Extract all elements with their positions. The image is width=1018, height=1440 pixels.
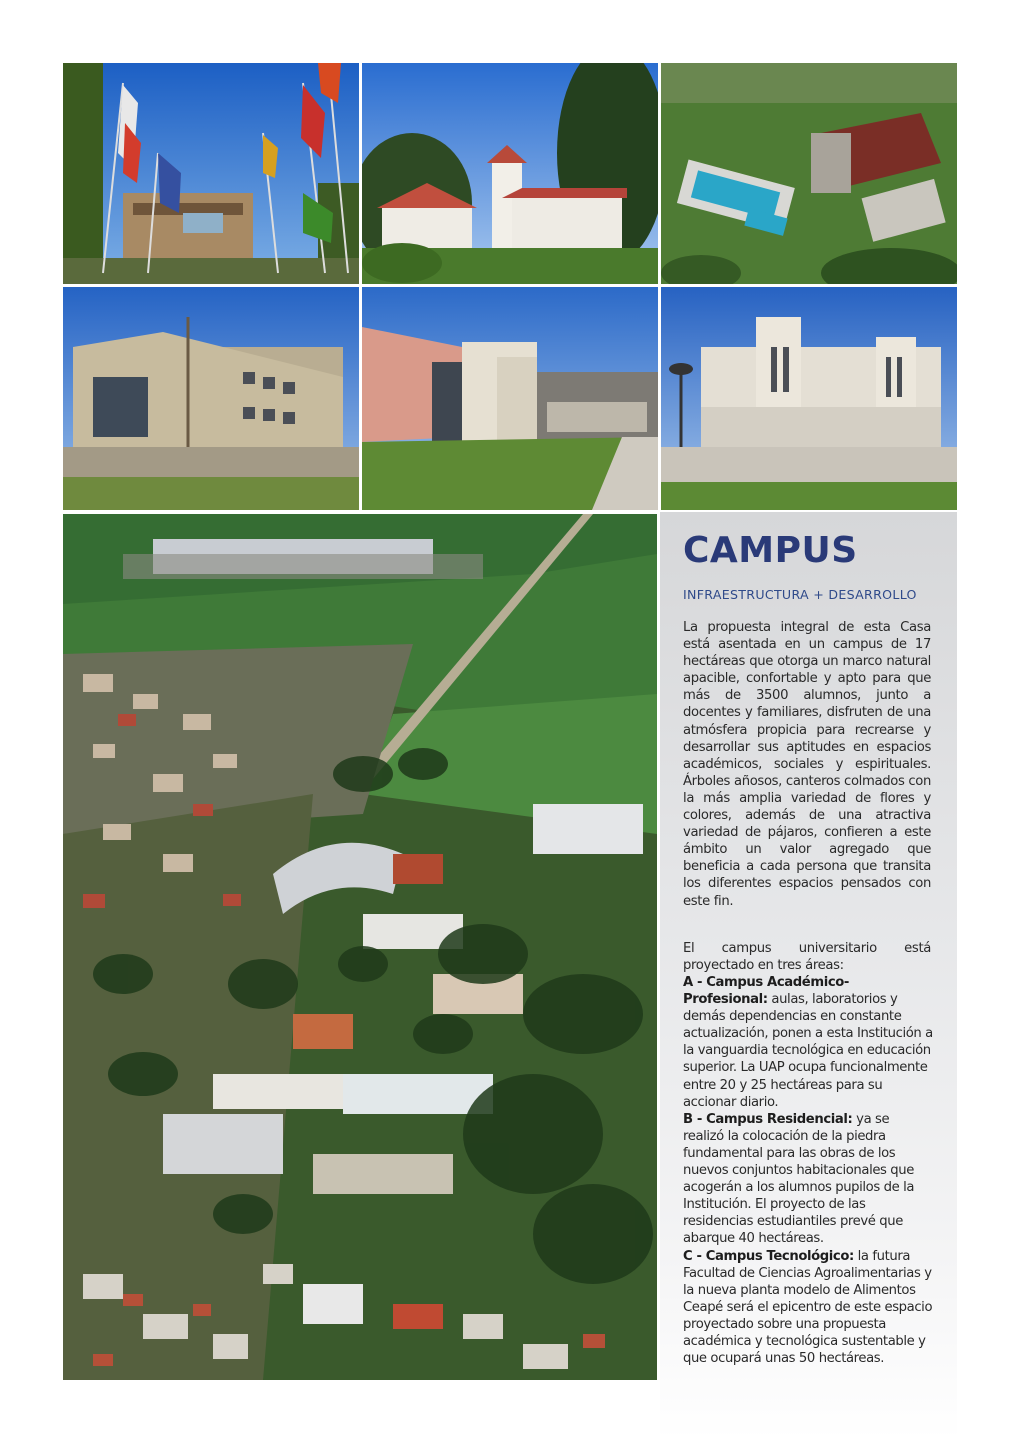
area-residential — [683, 1111, 933, 1248]
page-title: CAMPUS — [683, 530, 858, 571]
photo-stone-building — [63, 287, 359, 510]
photo-aerial-pool — [661, 63, 957, 284]
photo-aerial-campus — [63, 514, 657, 1380]
area-residential-text: ya se realizó la colocación de la piedra fundamental para las obras de los nuevos conjuntos habitacionales que acogerán a los alumnos pupilos de la Institución. El proyecto de las residencias estudiantiles prevé que abarque 40 hectáreas. — [683, 1111, 915, 1247]
area-academic — [683, 974, 933, 1111]
areas-list — [683, 974, 933, 1367]
area-academic-text: aulas, laboratorios y demás dependencias en constante actualización, ponen a esta Institución a la vanguardia tecnológica en educación superior. La UAP ocupa funcionalmente entre 20 y 25 hectáreas para su accionar diario. — [683, 992, 933, 1110]
photo-flags-entrance — [63, 63, 359, 284]
area-technological — [683, 1248, 933, 1368]
intro-paragraph: La propuesta integral de esta Casa está asentada en un campus de 17 hectáreas que otorga un marco natural apacible, confortable y apto para que más de 3500 alumnos, junto a docentes y familiares, disfruten de una atmósfera propicia para recrearse y desarrollar sus aptitudes en espacios académicos, sociales y espirituales. Árboles añosos, canteros colmados con la más amplia variedad de flores y colores, además de una atractiva variedad de pájaros, confieren a este ámbito un valor agregado que beneficia a cada persona que transita los diferentes espacios pensados con este fin. — [683, 620, 931, 909]
photo-gazebo-building — [362, 63, 658, 284]
page-subtitle: INFRAESTRUCTURA + DESARROLLO — [683, 587, 917, 602]
area-technological-text: la futura Facultad de Ciencias Agroalimentarias y la nueva planta modelo de Alimentos Ceapé será el epicentro de este espacio proyectado sobre una propuesta académica y tecnológica sustentable y que ocupará unas 50 hectáreas. — [683, 1248, 933, 1367]
areas-intro: El campus universitario está proyectado en tres áreas: — [683, 941, 931, 974]
area-technological-label: C - Campus Tecnológico: — [683, 1248, 854, 1264]
area-academic-label: A - Campus Académico-Profesional: — [683, 975, 849, 1008]
area-residential-label: B - Campus Residencial: — [683, 1111, 853, 1127]
photo-church-building — [661, 287, 957, 510]
photo-modern-building — [362, 287, 658, 510]
